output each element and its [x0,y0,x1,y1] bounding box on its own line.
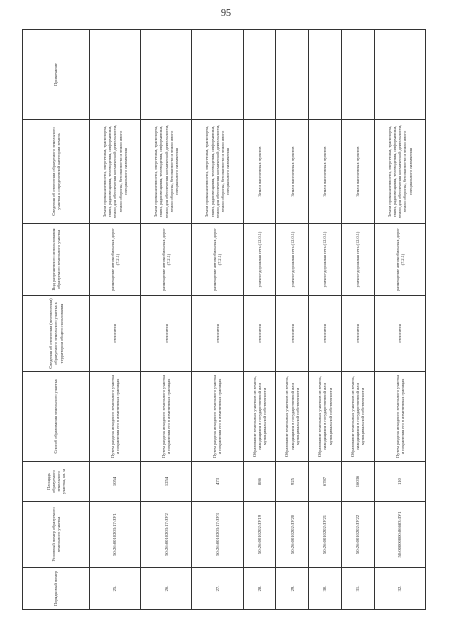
common-use: относится [276,296,309,372]
permitted-use: улично-дорожная сеть (12.0.1) [341,224,374,296]
common-use: относится [309,296,342,372]
plot-area: 473 [192,462,243,502]
page-number: 95 [221,8,231,19]
header-cell: Условный номер образуемого земельного участка [23,502,90,568]
plot-area: 886 [243,462,276,502]
table-row [243,30,276,610]
common-use: относится [90,296,141,372]
plot-area: 925 [276,462,309,502]
permitted-use: размещение автомобильных дорог (7.2.1) [141,224,192,296]
plot-area: 1054 [90,462,141,502]
row-number: 28. [243,568,276,610]
land-plots-table [22,29,426,610]
land-category: Земли населенных пунктов [309,120,342,224]
table-row [309,30,342,610]
note [276,30,309,120]
common-use: относится [341,296,374,372]
formation-method: Путем раздела исходного земельного участка и сохранения его в измененных границах [141,372,192,462]
formation-method: Образование земельных участков из земель, находящихся в государственной или муниципальной собственности [243,372,276,462]
row-number: 32. [374,568,425,610]
note [341,30,374,120]
row-number: 26. [141,568,192,610]
note [192,30,243,120]
land-category: Земли населенных пунктов [276,120,309,224]
header-row [23,30,90,610]
plot-id: 50:26:0010203:17:ЗУ1 [90,502,141,568]
formation-method: Путем раздела исходного земельного участка и сохранения его в измененных границах [374,372,425,462]
header-cell: Вид разрешенного использования образуемого земельного участка [23,224,90,296]
header-cell: Сведения об отнесении образуемого земельного участка к определенной категории земель [23,120,90,224]
note [309,30,342,120]
permitted-use: размещение автомобильных дорог (7.2.1) [90,224,141,296]
permitted-use: размещение автомобильных дорог (7.2.1) [192,224,243,296]
row-number: 29. [276,568,309,610]
formation-method: Путем раздела исходного земельного участка и сохранения его в измененных границах [192,372,243,462]
table-row [374,30,425,610]
plot-area: 16036 [341,462,374,502]
table-row [341,30,374,610]
plot-id: 50:26:0010203:17:ЗУ3 [192,502,243,568]
plot-area: 110 [374,462,425,502]
table-row [192,30,243,610]
permitted-use: улично-дорожная сеть (12.0.1) [309,224,342,296]
header-cell: Сведения об отнесении (неотнесении) образуемого земельного участка к территории общего пользования [23,296,90,372]
formation-method: Образование земельных участков из земель, находящихся в государственной или муниципальной собственности [309,372,342,462]
plot-id: 50:26:0010203:17:ЗУ2 [141,502,192,568]
note [243,30,276,120]
row-number: 31. [341,568,374,610]
formation-method: Образование земельных участков из земель, находящихся в государственной или муниципальной собственности [276,372,309,462]
header-cell: Способ образования земельного участка [23,372,90,462]
land-category: Земли промышленности, энергетики, транспорта, связи, радиовещания, телевидения, информатики, земли для обеспечения космической деятельности, земли обороны, безопасности и земли иного специального назначения [90,120,141,224]
land-category: Земли населенных пунктов [243,120,276,224]
permitted-use: размещение автомобильных дорог (7.2.1) [374,224,425,296]
header-cell: Порядковый номер [23,568,90,610]
plot-id: 50:26:0010202:ЗУ21 [309,502,342,568]
plot-area: 6787 [309,462,342,502]
common-use: относится [192,296,243,372]
rotated-table-wrapper [22,30,426,610]
land-category: Земли промышленности, энергетики, транспорта, связи, радиовещания, телевидения, информатики, земли для обеспечения космической деятельности, земли обороны, безопасности и земли иного специального назначения [374,120,425,224]
formation-method: Путем раздела исходного земельного участка и сохранения его в измененных границах [90,372,141,462]
row-number: 30. [309,568,342,610]
note [141,30,192,120]
formation-method: Образование земельных участков из земель, находящихся в государственной или муниципальной собственности [341,372,374,462]
common-use: относится [141,296,192,372]
land-category: Земли промышленности, энергетики, транспорта, связи, радиовещания, телевидения, информатики, земли для обеспечения космической деятельности, земли обороны, безопасности и земли иного специального назначения [192,120,243,224]
table-row [141,30,192,610]
plot-id: 50:26:0010202:ЗУ20 [276,502,309,568]
plot-id: 50:26:0010202:ЗУ19 [243,502,276,568]
table-row [276,30,309,610]
land-category: Земли промышленности, энергетики, транспорта, связи, радиовещания, телевидения, информатики, земли для обеспечения космической деятельности, земли обороны, безопасности и земли иного специального назначения [141,120,192,224]
common-use: относится [243,296,276,372]
header-cell: Примечание [23,30,90,120]
permitted-use: улично-дорожная сеть (12.0.1) [276,224,309,296]
note [90,30,141,120]
row-number: 27. [192,568,243,610]
header-cell: Площадь образуемого земельного участка, кв. м [23,462,90,502]
common-use: относится [374,296,425,372]
permitted-use: улично-дорожная сеть (12.0.1) [243,224,276,296]
plot-id: 50:00000000:86683:ЗУ1 [374,502,425,568]
land-category: Земли населенных пунктов [341,120,374,224]
row-number: 25. [90,568,141,610]
note [374,30,425,120]
plot-area: 1254 [141,462,192,502]
table-row [90,30,141,610]
plot-id: 50:26:0010202:ЗУ22 [341,502,374,568]
